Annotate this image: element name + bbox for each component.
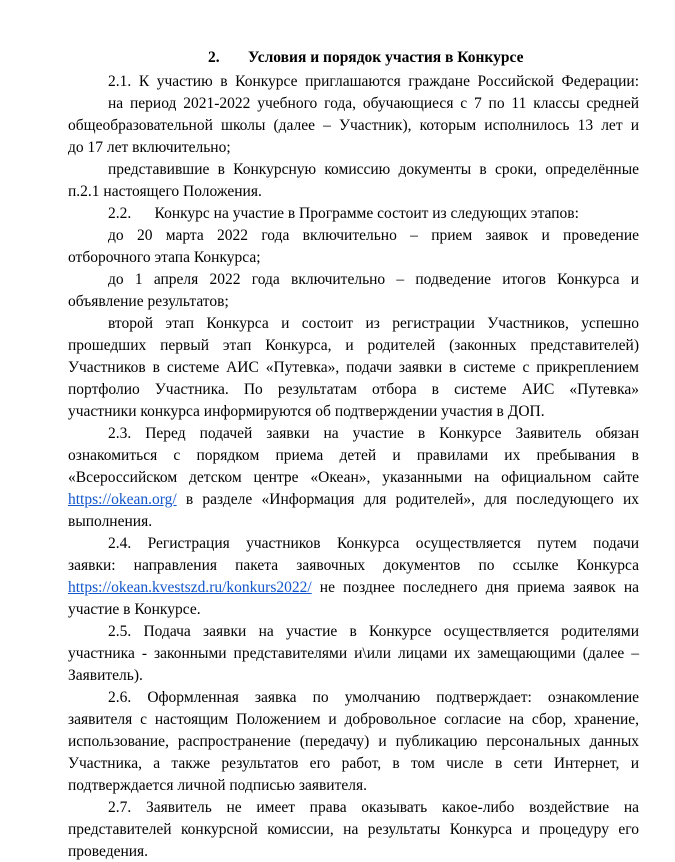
paragraph-line: 2.5. Подача заявки на участие в Конкурсе осуществляется родителями [108,623,639,640]
paragraph-line: 2.7. Заявитель не имеет права оказывать какое-либо воздействие на [108,799,639,816]
paragraph-line: «Всероссийском детском центре «Океан», указанными на официальном сайте [68,469,639,486]
paragraph-line: представившие в Конкурсную комиссию документы в сроки, определённые [108,161,639,178]
paragraph-line: объявление результатов; [68,293,229,310]
section-number: 2. [208,49,220,66]
paragraph-line: заявки: направления пакета заявочных документов по ссылке Конкурса [68,557,639,574]
paragraph-line: проведения. [68,843,149,860]
paragraph-line: второй этап Конкурса и состоит из регистрации Участников, успешно [108,315,639,332]
paragraph-line: Заявитель). [68,667,143,684]
paragraph-line: Участника, а также результатов его работ, в том числе в сети Интернет, и [68,755,639,772]
paragraph-line: 2.2. Конкурс на участие в Программе состоит из следующих этапов: [108,205,579,222]
paragraph-line-text: не позднее последнего дня приема заявок на [311,579,639,596]
paragraph-line [68,577,639,598]
paragraph-line-text: в разделе «Информация для родителей», для последующего их [176,491,639,508]
okean-site-link[interactable]: https://okean.org/ [68,491,177,508]
paragraph-line: п.2.1 настоящего Положения. [68,183,262,200]
paragraph-line: общеобразовательной школы (далее – Участник), которым исполнилось 13 лет и [68,117,639,134]
paragraph-line: ознакомиться с порядком приема детей и правилами их пребывания в [68,447,639,464]
paragraph-line: на период 2021-2022 учебного года, обучающиеся с 7 по 11 классы средней [108,95,639,112]
contest-registration-link[interactable]: https://okean.kvestszd.ru/konkurs2022/ [68,579,312,596]
paragraph-line: до 17 лет включительно; [68,139,231,156]
paragraph-line: 2.6. Оформленная заявка по умолчанию подтверждает: ознакомление [108,689,639,706]
paragraph-line: 2.4. Регистрация участников Конкурса осуществляется путем подачи [108,535,639,552]
paragraph-line: участие в Конкурсе. [68,601,201,618]
paragraph-line: 2.3. Перед подачей заявки на участие в Конкурсе Заявитель обязан [108,425,639,442]
paragraph-line: отборочного этапа Конкурса; [68,249,261,266]
section-title: Условия и порядок участия в Конкурсе [248,49,524,66]
paragraph-line: заявителя с настоящим Положением и добровольное согласие на сбор, хранение, [68,711,639,728]
paragraph-line: представителей конкурсной комиссии, на результаты Конкурса и процедуру его [68,821,639,838]
paragraph-line: использование, распространение (передачу) и публикацию персональных данных [68,733,639,750]
paragraph-line [68,489,639,510]
paragraph-line: Участников в системе АИС «Путевка», подачи заявки в системе с прикреплением [68,359,639,376]
paragraph-line: 2.1. К участию в Конкурсе приглашаются граждане Российской Федерации: [108,73,639,90]
paragraph-line: участника - законными представителями и\или лицами их замещающими (далее – [68,645,639,662]
paragraph-line: портфолио Участника. По результатам отбора в системе АИС «Путевка» [68,381,639,398]
paragraph-line: участники конкурса информируются об подтверждении участия в ДОП. [68,403,545,420]
paragraph-line: до 1 апреля 2022 года включительно – подведение итогов Конкурса и [108,271,639,288]
paragraph-line: подтверждается личной подписью заявителя. [68,777,367,794]
paragraph-line: выполнения. [68,513,153,530]
paragraph-line: прошедших первый этап Конкурса, и родителей (законных представителей) [68,337,639,354]
paragraph-line: до 20 марта 2022 года включительно – прием заявок и проведение [108,227,639,244]
